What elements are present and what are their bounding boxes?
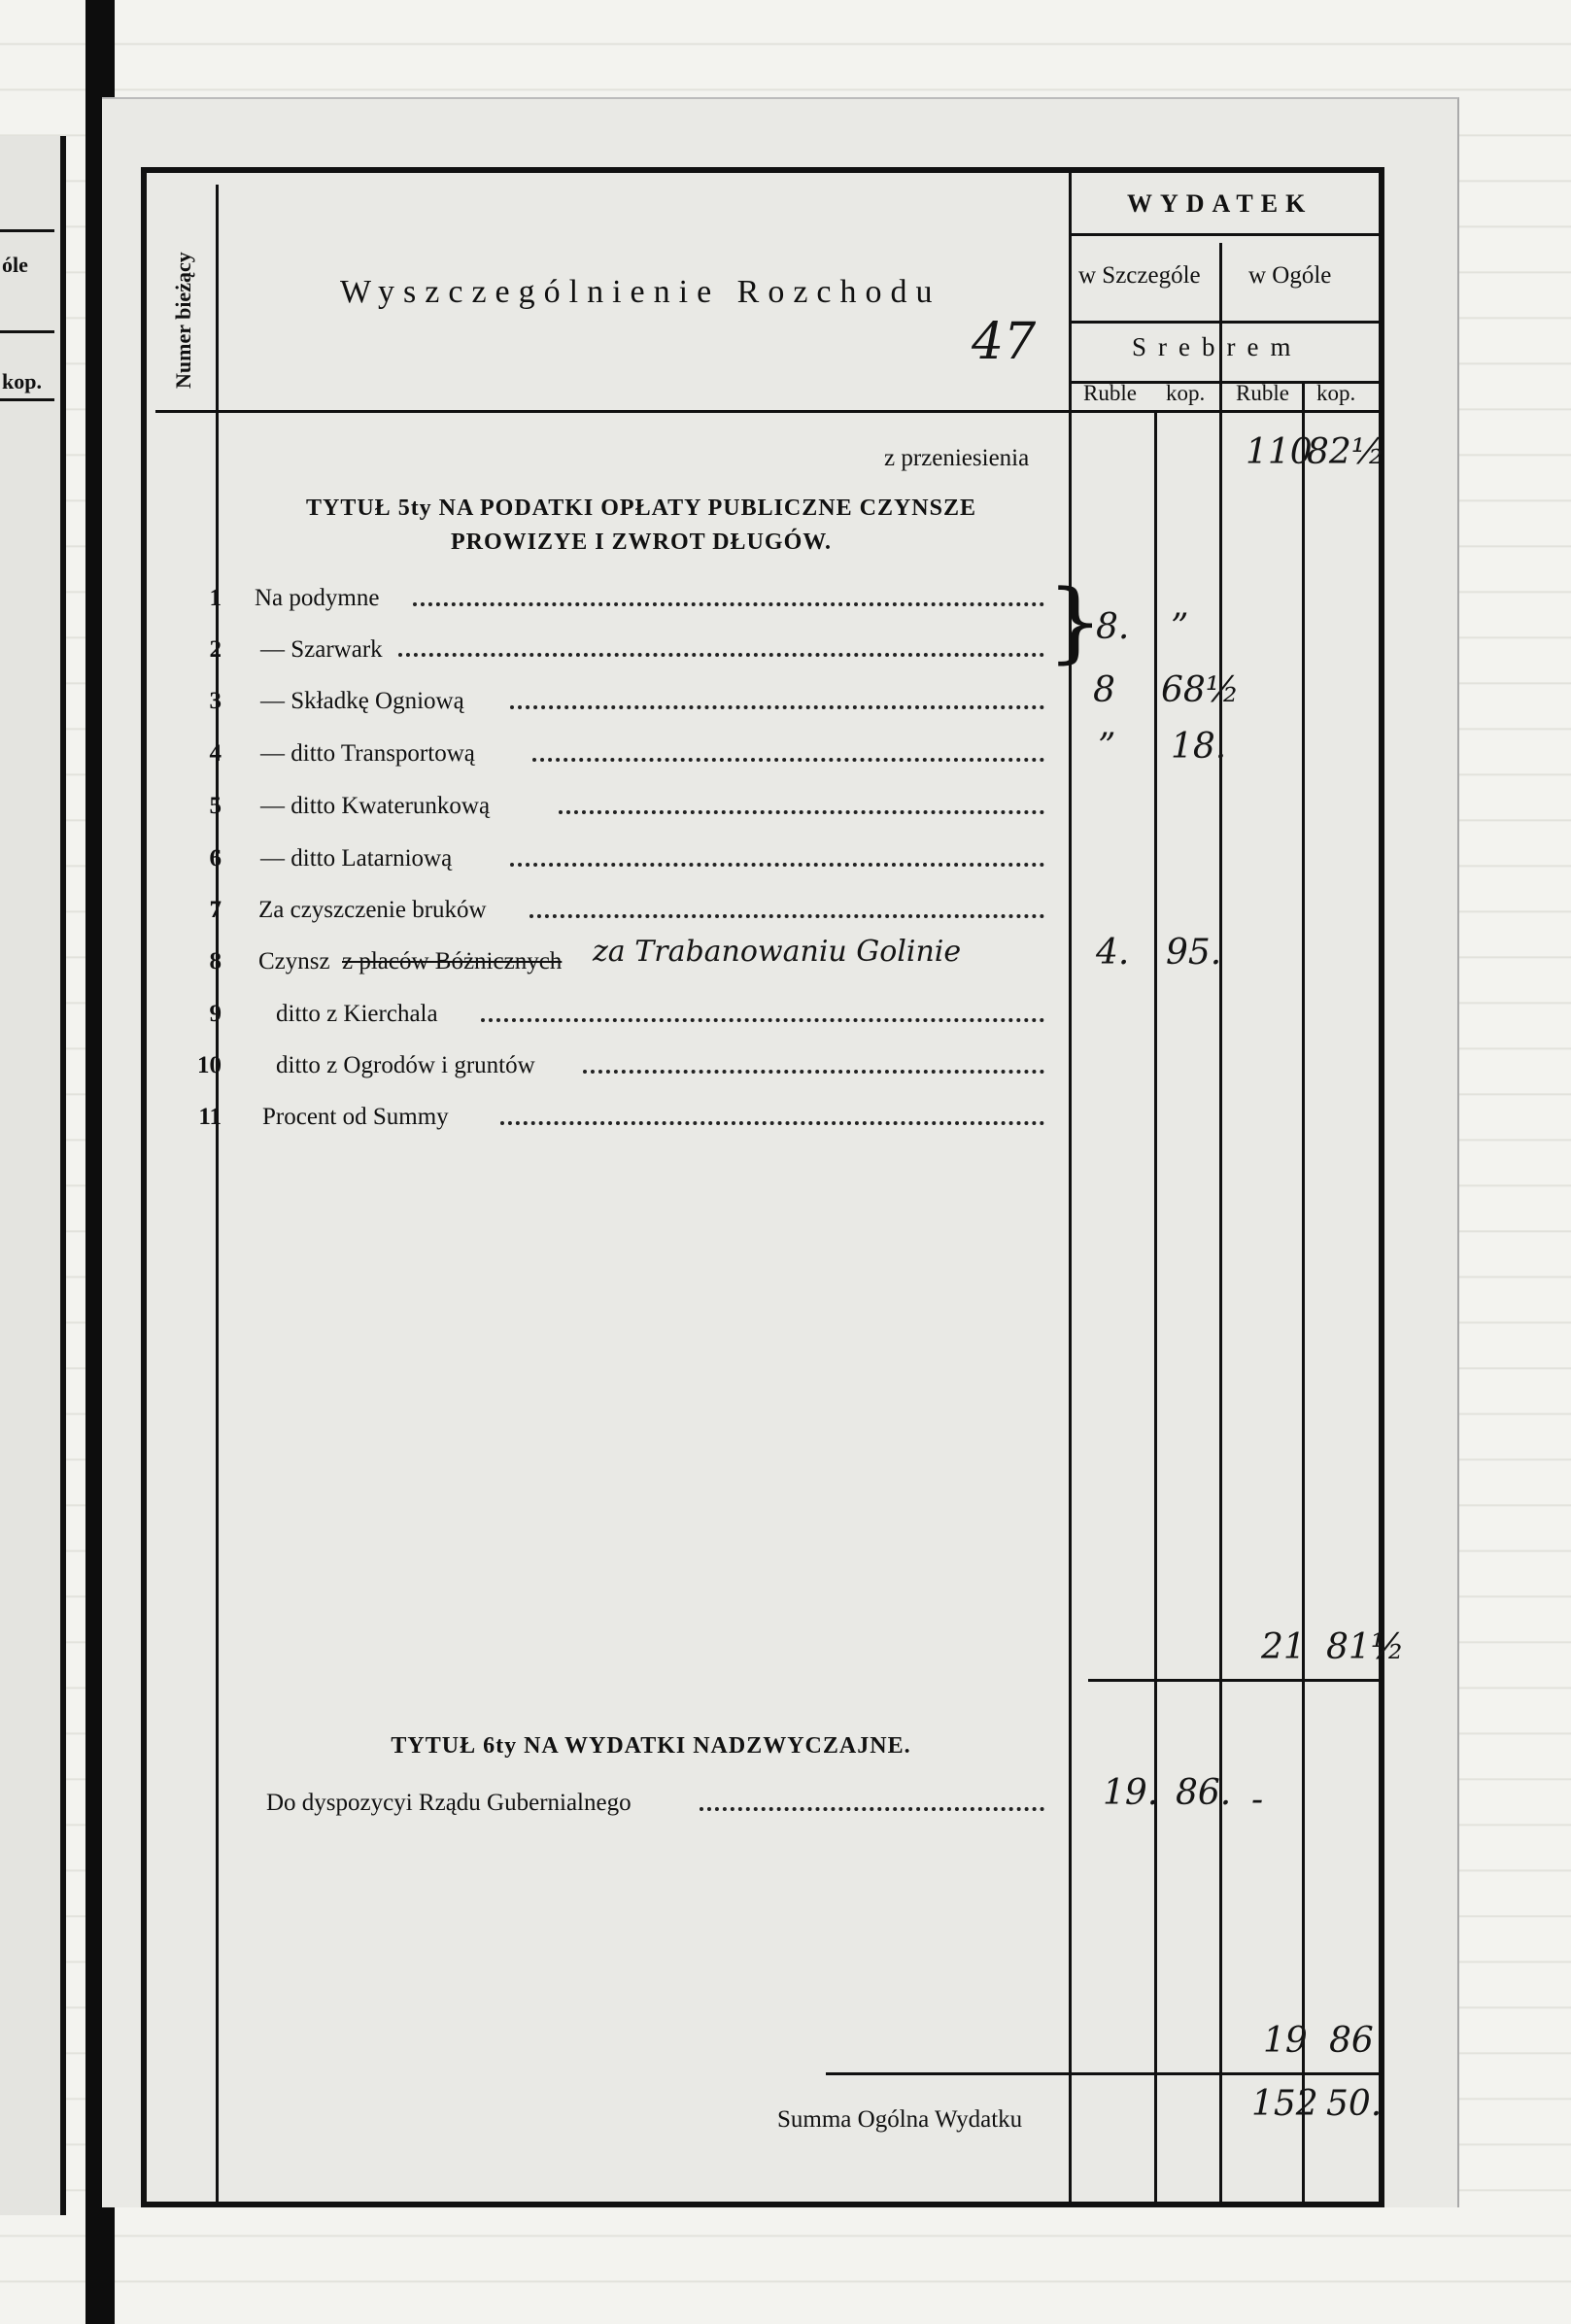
row-divider-subhead <box>1069 321 1380 324</box>
col-divider-desc <box>1069 173 1072 2204</box>
row-2-kop: ” <box>1171 607 1189 647</box>
row-3-kop: 68½ <box>1161 670 1240 710</box>
row-11-dots <box>500 1121 1044 1125</box>
row6-ruble: 19. <box>1103 1773 1159 1813</box>
row-5-num: 5 <box>209 793 222 819</box>
col-divider-numer <box>216 185 219 2205</box>
w-ogole-header: w Ogóle <box>1248 262 1332 289</box>
row-8-kop: 95. <box>1166 933 1222 973</box>
total-rule <box>826 2072 1380 2075</box>
row-4-dots <box>532 758 1044 762</box>
row-4-ruble: ” <box>1098 727 1116 767</box>
row-6-num: 6 <box>209 845 222 872</box>
kop-header-1: kop. <box>1166 381 1206 405</box>
carry-ruble: 110 <box>1246 432 1313 472</box>
row-9-label: ditto z Kierchala <box>276 1001 438 1027</box>
row-8-label-handwritten: za Trabanowaniu Golinie <box>593 935 962 969</box>
left-page-ogole: óle <box>2 253 28 277</box>
row-11-label: Procent od Summy <box>262 1104 449 1130</box>
row6-kop: 86. <box>1176 1773 1232 1813</box>
row-11-num: 11 <box>198 1104 222 1130</box>
row-5-dots <box>559 810 1044 814</box>
left-page-edge <box>0 136 66 2215</box>
row-5-label: — ditto Kwaterunkową <box>260 793 491 819</box>
row-1-dots <box>413 602 1044 606</box>
row-3-label: — Składkę Ogniową <box>260 688 464 714</box>
numer-header: Numer bieżący <box>171 252 195 389</box>
row-6-label: — ditto Latarniową <box>260 845 453 872</box>
row-2-dots <box>398 653 1044 657</box>
col-divider-ruble1 <box>1154 413 1157 2205</box>
row-divider-wydatek <box>1069 233 1380 236</box>
subtotal5-rule <box>1088 1679 1380 1682</box>
row-2-num: 2 <box>209 636 222 663</box>
row-1-num: 1 <box>209 585 222 611</box>
row-8-label-prefix: Czynsz <box>258 948 330 974</box>
ruble-header-1: Ruble <box>1083 381 1137 405</box>
w-szczegole-header: w Szczególe <box>1078 262 1201 289</box>
row-7-dots <box>529 914 1044 918</box>
carry-kop: 82½ <box>1307 432 1385 472</box>
row-8-ruble: 4. <box>1096 933 1130 973</box>
total-label: Summa Ogólna Wydatku <box>777 2106 1023 2133</box>
row-10-num: 10 <box>197 1052 222 1078</box>
total-ruble: 152 <box>1251 2084 1318 2124</box>
col-divider-szczegole <box>1219 243 1222 2205</box>
row-3-dots <box>510 705 1044 709</box>
row-7-num: 7 <box>209 897 222 923</box>
row-7-label: Za czyszczenie bruków <box>258 897 487 923</box>
row-6-dots <box>510 863 1044 867</box>
carry-label: z przeniesienia <box>884 445 1030 471</box>
row-10-label: ditto z Ogrodów i gruntów <box>276 1052 535 1078</box>
row6-dots <box>700 1807 1044 1811</box>
row-4-kop: 18. <box>1171 727 1227 767</box>
wydatek-header: WYDATEK <box>1127 189 1314 218</box>
row-9-dots <box>481 1018 1044 1022</box>
row-10-dots <box>583 1070 1044 1074</box>
brace-rows-1-2: } <box>1047 571 1104 673</box>
row-4-label: — ditto Transportową <box>260 740 475 767</box>
col-divider-ruble2 <box>1302 384 1305 2205</box>
srebrem-header: Srebrem <box>1132 332 1303 361</box>
title6-line1: TYTUŁ 6ty NA WYDATKI NADZWYCZAJNE. <box>391 1733 911 1759</box>
ruble-header-2: Ruble <box>1236 381 1289 405</box>
row6-label: Do dyspozycyi Rządu Gubernialnego <box>266 1790 632 1816</box>
row-3-ruble: 8 <box>1093 670 1115 710</box>
header-bottom-rule <box>155 410 1382 413</box>
row6-mark: - <box>1251 1780 1264 1820</box>
row-8-num: 8 <box>209 948 222 974</box>
left-page-kop: kop. <box>2 369 42 393</box>
title5-line1: TYTUŁ 5ty NA PODATKI OPŁATY PUBLICZNE CZYNSZE <box>306 496 976 521</box>
row-9-num: 9 <box>209 1001 222 1027</box>
row-8-label-struck: z placów Bóżnicznych <box>342 948 563 974</box>
kop-header-2: kop. <box>1316 381 1356 405</box>
page-number: 47 <box>972 313 1037 371</box>
row-2-ruble: 8. <box>1096 607 1130 647</box>
wyszczegolnienie-header: Wyszczególnienie Rozchodu <box>340 274 941 310</box>
row-1-label: Na podymne <box>255 585 380 611</box>
title5-line2: PROWIZYE I ZWROT DŁUGÓW. <box>450 530 833 555</box>
subtotal6-ruble: 19 <box>1263 2021 1308 2061</box>
subtotal5-kop: 81½ <box>1326 1627 1405 1667</box>
row-2-label: — Szarwark <box>260 636 383 663</box>
ledger-frame <box>141 167 1384 2207</box>
row-3-num: 3 <box>209 688 222 714</box>
total-kop: 50. <box>1326 2084 1383 2124</box>
subtotal5-ruble: 21 <box>1261 1627 1306 1667</box>
row-4-num: 4 <box>209 740 222 767</box>
subtotal6-kop: 86 <box>1329 2021 1374 2061</box>
